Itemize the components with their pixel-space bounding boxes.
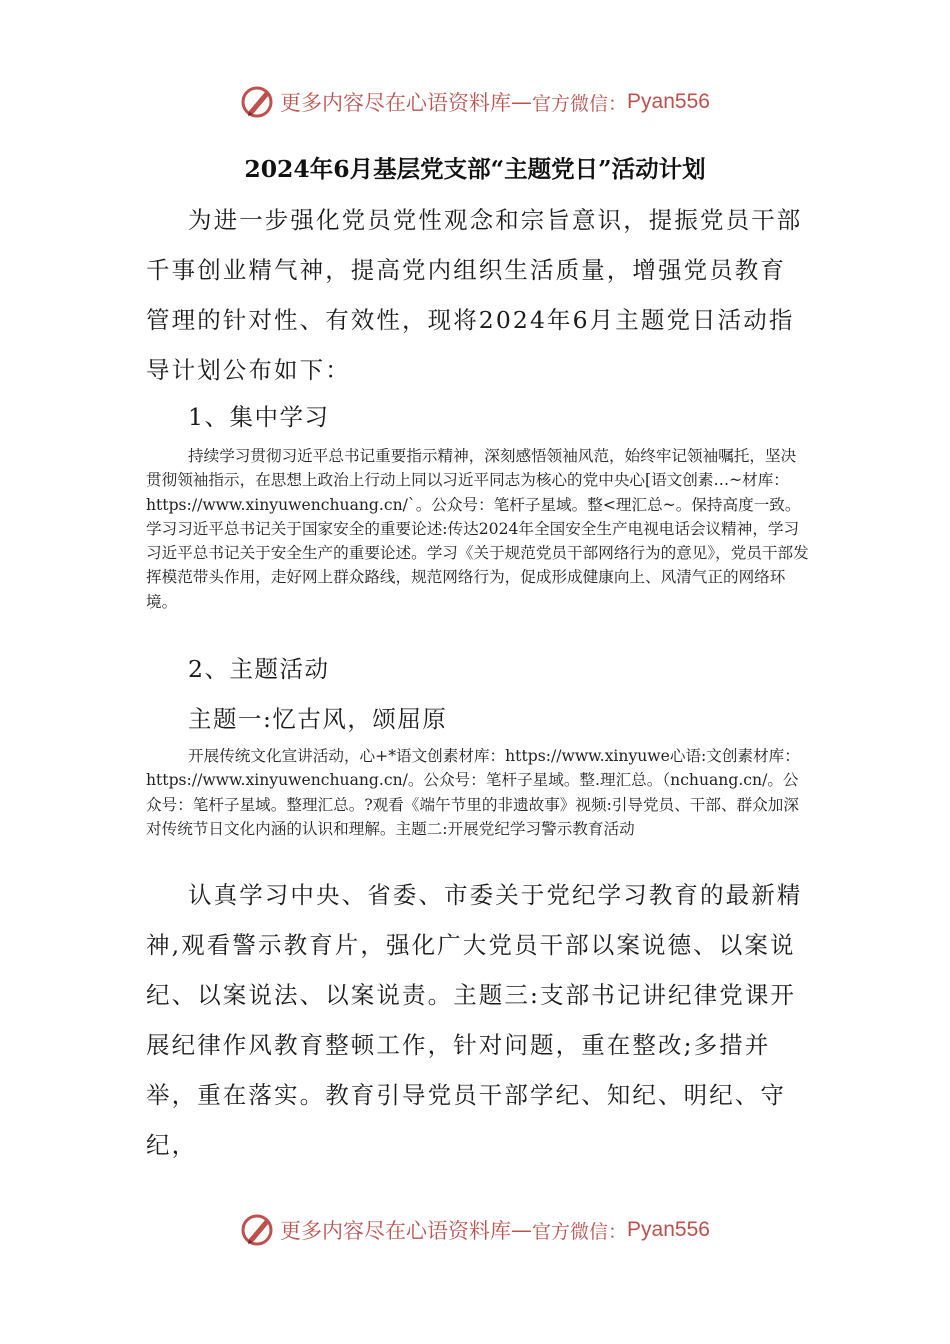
pen-logo-icon: [240, 84, 276, 120]
banner-text: 更多内容尽在心语资料库: [280, 1219, 512, 1243]
section1-text: 持续学习贯彻习近平总书记重要指示精神，深刻感悟领袖风范，始终牢记领袖嘱托，坚决贯彻领袖指示，在思想上政治上行动上同以习近平同志为核心的党中央心[语文创素…~材库：https://www.xinyuwenchuang.cn/`。公众号：笔杆子星域。整<理汇总~。保持高度一致。学习习近平总书记关于国家安全的重要论述:传达2024年全国安全生产电视电话会议精神，学习习近平总书记关于安全生产的重要论述。学习《关于规范党员干部网络行为的意见》，党员干部发挥模范带头作用，走好网上群众路线，规范网络行为，促成形成健康向上、风清气正的网络环境。: [146, 447, 809, 611]
footer-banner: [0, 1208, 950, 1252]
banner-wechat-id: Pyan556: [627, 90, 710, 113]
banner-wechat-id: Pyan556: [627, 1218, 710, 1241]
banner-separator: —: [511, 1218, 533, 1242]
banner-wechat-label: 官方微信：: [532, 1220, 628, 1243]
section-heading-1: 1、集中学习: [188, 403, 330, 431]
banner-wechat-label: 官方微信：: [532, 92, 628, 115]
pen-logo-icon: [240, 1212, 276, 1248]
banner-separator: —: [511, 90, 533, 114]
intro-paragraph: [146, 195, 806, 395]
theme1-heading: 主题一:忆古风，颂屈原: [188, 705, 448, 733]
section1-body: [146, 444, 811, 614]
theme1-body: [146, 744, 811, 841]
closing-text: 认真学习中央、省委、市委关于党纪学习教育的最新精神,观看警示教育片，强化广大党员干部以案说德、以案说纪、以案说法、以案说责。主题三:支部书记讲纪律党课开展纪律作风教育整顿工作，针对问题，重在整改;多措并举，重在落实。教育引导党员干部学纪、知纪、明纪、守纪，: [146, 881, 803, 1159]
theme1-text: 开展传统文化宣讲活动，心+*语文创素材库：https://www.xinyuwe心语:文创素材库：https://www.xinyuwenchuang.cn/。公众号：笔杆子星域。整.理汇总。（nchuang.cn/。公众号：笔杆子星域。整理汇总。?观看《端午节里的非遗故事》视频:引导党员、干部、群众加深对传统节日文化内涵的认识和理解。主题二:开展党纪学习警示教育活动: [146, 747, 800, 838]
closing-paragraph: [146, 870, 806, 1170]
banner-text: 更多内容尽在心语资料库: [280, 91, 512, 115]
header-banner: [0, 80, 950, 124]
intro-text: 为进一步强化党员党性观念和宗旨意识，提振党员干部千事创业精气神，提高党内组织生活质量，增强党员教育管理的针对性、有效性，现将2024年6月主题党日活动指导计划公布如下：: [146, 206, 803, 384]
document-title: 2024年6月基层党支部“主题党日”活动计划: [244, 155, 706, 183]
section-heading-2: 2、主题活动: [188, 655, 330, 683]
